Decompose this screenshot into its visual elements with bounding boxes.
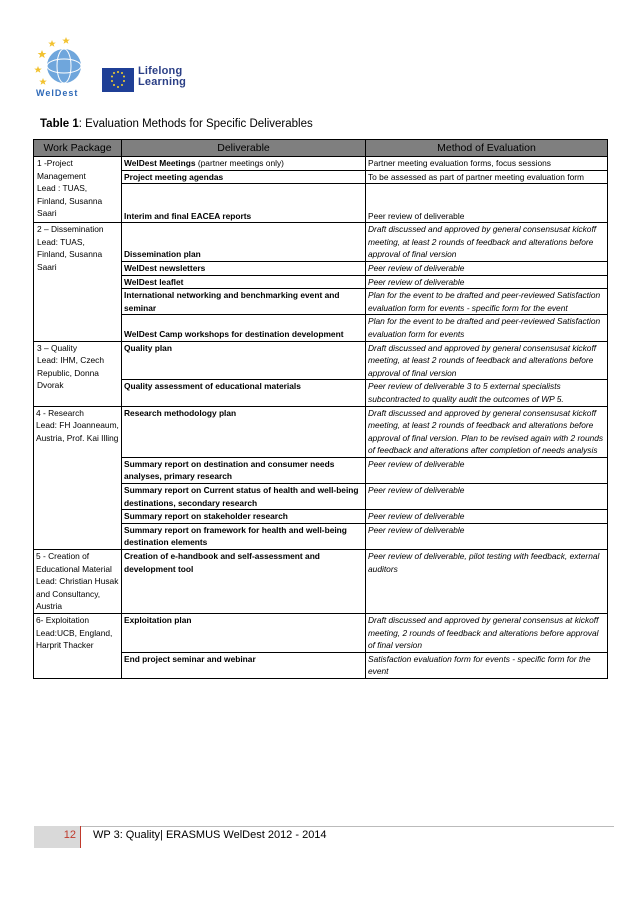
- wp4-cell: [34, 406, 122, 550]
- page-number-box: [34, 826, 80, 848]
- table-row: [34, 550, 608, 614]
- wp6-line: Harprit Thacker: [36, 640, 94, 651]
- deliverable-cell: Research methodology plan: [122, 406, 366, 457]
- wp1-line: Saari: [37, 208, 57, 219]
- wp5-line: Educational Material: [36, 563, 112, 574]
- table-row: [34, 157, 608, 171]
- footer-divider: [34, 826, 614, 827]
- method-cell: Plan for the event to be drafted and peer-reviewed Satisfaction evaluation form for events - specific form for the event: [366, 289, 608, 315]
- method-cell: Peer review of deliverable: [366, 484, 608, 510]
- deliverable-cell: Summary report on destination and consumer needs analyses, primary research: [122, 457, 366, 483]
- wp2-line: 2 – Dissemination: [37, 224, 104, 235]
- deliverable-cell: Exploitation plan: [122, 614, 366, 653]
- wp6-line: Lead:UCB, England,: [36, 627, 113, 638]
- wp3-cell: [34, 341, 122, 406]
- header-logos: [30, 36, 190, 106]
- deliverable-cell: Interim and final EACEA reports: [122, 184, 366, 223]
- wp4-line: Austria, Prof. Kai Illing: [36, 432, 119, 443]
- method-cell: Peer review of deliverable: [366, 275, 608, 289]
- method-cell: Peer review of deliverable: [366, 523, 608, 549]
- wp6-line: 6- Exploitation: [36, 615, 90, 625]
- table-header-row: [34, 140, 608, 157]
- deliverable-cell: WelDest leaflet: [122, 275, 366, 289]
- method-cell: Peer review of deliverable: [366, 510, 608, 524]
- table-row: [34, 223, 608, 262]
- deliverable-cell: Creation of e-handbook and self-assessment and development tool: [122, 550, 366, 614]
- deliverable-note: (partner meetings only): [195, 158, 284, 168]
- wp1-line: Lead : TUAS,: [37, 183, 88, 194]
- wp5-line: 5 - Creation of: [36, 551, 90, 562]
- ll-line2: Learning: [138, 76, 187, 88]
- method-cell: Draft discussed and approved by general consensusat kickoff meeting, at least 2 rounds of feedback and alterations before approval of final version. Plan to be revised again with 2 rounds of feedback and alterations after completion of needs analysis: [366, 406, 608, 457]
- footer-accent-bar: [80, 826, 81, 848]
- method-cell: Draft discussed and approved by general consensus at kickoff meeting, 2 rounds of feedback and alterations before approval of final version: [366, 614, 608, 653]
- deliverable-cell: Quality assessment of educational materials: [122, 380, 366, 406]
- header-work-package: Work Package: [34, 140, 122, 157]
- weldest-logo: [30, 36, 100, 106]
- wp3-line: 3 – Quality: [37, 342, 78, 353]
- method-cell: Partner meeting evaluation forms, focus sessions: [366, 157, 608, 171]
- wp1-line: 1 -Project: [37, 158, 73, 168]
- deliverable-cell: End project seminar and webinar: [122, 652, 366, 678]
- wp1-line: Management: [37, 170, 86, 181]
- table-caption-text: : Evaluation Methods for Specific Deliverables: [78, 118, 313, 130]
- wp6-cell: [34, 614, 122, 679]
- method-cell: Peer review of deliverable: [366, 457, 608, 483]
- method-cell: Draft discussed and approved by general consensusat kickoff meeting, at least 2 rounds of feedback and alterations before approval of final version: [366, 223, 608, 262]
- deliverable-cell: Summary report on stakeholder research: [122, 510, 366, 524]
- deliverable-cell: Quality plan: [122, 341, 366, 380]
- wp1-cell: [34, 157, 122, 223]
- table-row: [34, 614, 608, 653]
- wp2-line: Finland, Susanna: [37, 249, 103, 260]
- table-caption: [40, 118, 313, 130]
- wp3-line: Republic, Donna: [37, 367, 99, 378]
- footer-text: WP 3: Quality| ERASMUS WelDest 2012 - 2014: [93, 829, 327, 841]
- wp3-line: Lead: IHM, Czech: [37, 355, 105, 366]
- deliverable-cell: Dissemination plan: [122, 223, 366, 262]
- wp5-line: and Consultancy,: [36, 588, 101, 599]
- deliverable-cell: Project meeting agendas: [122, 170, 366, 184]
- table-row: [34, 341, 608, 380]
- wp5-cell: [34, 550, 122, 614]
- wp2-line: Lead: TUAS,: [37, 236, 85, 247]
- deliverable-cell: Summary report on Current status of health and well-being destinations, secondary research: [122, 484, 366, 510]
- lifelong-learning-text: [138, 66, 186, 88]
- method-cell: Peer review of deliverable: [366, 184, 608, 223]
- wp5-line: Lead: Christian Husak: [36, 576, 119, 587]
- evaluation-table: [33, 139, 608, 679]
- table-row: [34, 406, 608, 457]
- table-caption-label: Table 1: [40, 118, 79, 130]
- page-number: 12: [63, 829, 76, 841]
- ll-line1: Lifelong: [138, 65, 183, 77]
- header-deliverable: Deliverable: [122, 140, 366, 157]
- weldest-logo-text: WelDest: [36, 88, 79, 98]
- deliverable-cell: WelDest Camp workshops for destination development: [122, 315, 366, 341]
- method-cell: Peer review of deliverable: [366, 261, 608, 275]
- wp2-cell: [34, 223, 122, 341]
- deliverable-text: WelDest Meetings: [124, 158, 196, 168]
- wp4-line: 4 - Research: [36, 407, 84, 418]
- header-method: Method of Evaluation: [366, 140, 608, 157]
- wp3-line: Dvorak: [37, 380, 64, 391]
- wp2-line: Saari: [37, 261, 57, 272]
- method-cell: Peer review of deliverable, pilot testing with feedback, external auditors: [366, 550, 608, 614]
- deliverable-cell: WelDest newsletters: [122, 261, 366, 275]
- wp5-line: Austria: [36, 601, 63, 612]
- wp1-line: Finland, Susanna: [37, 195, 103, 206]
- deliverable-cell: [122, 157, 366, 171]
- deliverable-cell: Summary report on framework for health and well-being destination elements: [122, 523, 366, 549]
- lifelong-learning-logo: [102, 66, 192, 102]
- method-cell: Peer review of deliverable 3 to 5 external specialists subcontracted to quality audit the outcomes of WP 5.: [366, 380, 608, 406]
- wp4-line: Lead: FH Joanneaum,: [36, 420, 119, 431]
- method-cell: Satisfaction evaluation form for events - specific form for the event: [366, 652, 608, 678]
- deliverable-cell: International networking and benchmarking event and seminar: [122, 289, 366, 315]
- method-cell: Draft discussed and approved by general consensusat kickoff meeting, at least 2 rounds of feedback and alterations before approval of final version: [366, 341, 608, 380]
- method-cell: To be assessed as part of partner meeting evaluation form: [366, 170, 608, 184]
- method-cell: Plan for the event to be drafted and peer-reviewed Satisfaction evaluation form for events: [366, 315, 608, 341]
- eu-flag-icon: [102, 68, 134, 92]
